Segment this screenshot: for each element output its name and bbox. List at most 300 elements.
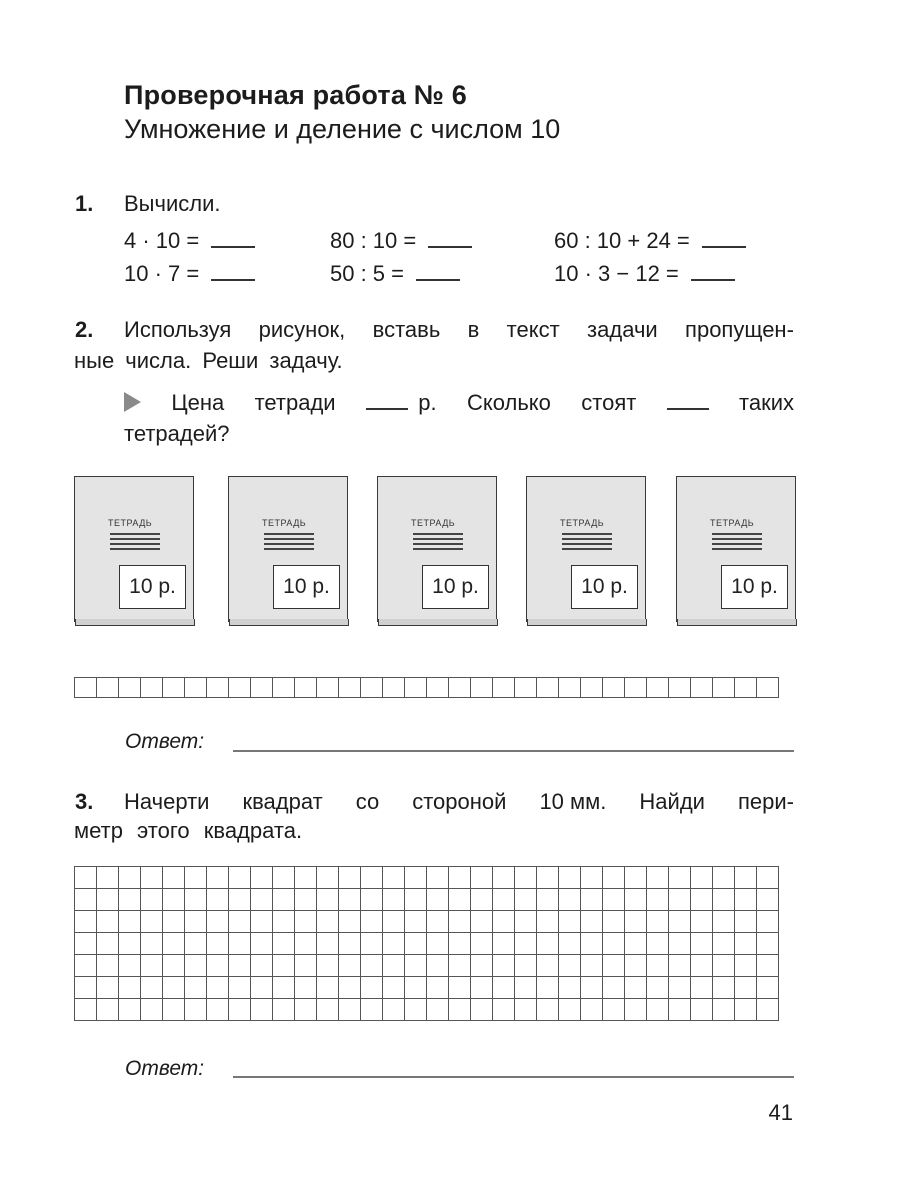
answer-blank[interactable] bbox=[428, 228, 472, 248]
grid-cell[interactable] bbox=[449, 999, 471, 1021]
grid-cell[interactable] bbox=[119, 678, 141, 698]
grid-cell[interactable] bbox=[295, 889, 317, 911]
page-title: Проверочная работа № 6 bbox=[124, 80, 467, 110]
grid-cell[interactable] bbox=[75, 867, 97, 889]
grid-cell[interactable] bbox=[317, 889, 339, 911]
grid-cell[interactable] bbox=[75, 999, 97, 1021]
grid-cell[interactable] bbox=[713, 867, 735, 889]
grid-cell[interactable] bbox=[735, 678, 757, 698]
grid-cell[interactable] bbox=[757, 977, 779, 999]
grid-cell[interactable] bbox=[493, 999, 515, 1021]
grid-cell[interactable] bbox=[251, 977, 273, 999]
grid-cell[interactable] bbox=[427, 889, 449, 911]
grid-cell[interactable] bbox=[713, 999, 735, 1021]
grid-cell[interactable] bbox=[339, 867, 361, 889]
grid-cell[interactable] bbox=[119, 977, 141, 999]
grid-cell[interactable] bbox=[669, 955, 691, 977]
grid-cell[interactable] bbox=[251, 933, 273, 955]
grid-cell[interactable] bbox=[559, 889, 581, 911]
grid-cell[interactable] bbox=[383, 889, 405, 911]
grid-cell[interactable] bbox=[229, 867, 251, 889]
grid-cell[interactable] bbox=[119, 955, 141, 977]
solution-cell-row[interactable] bbox=[74, 677, 779, 698]
grid-cell[interactable] bbox=[449, 955, 471, 977]
grid-cell[interactable] bbox=[361, 889, 383, 911]
answer-line[interactable] bbox=[233, 1076, 794, 1078]
grid-cell[interactable] bbox=[405, 911, 427, 933]
grid-cell[interactable] bbox=[97, 889, 119, 911]
grid-cell[interactable] bbox=[317, 911, 339, 933]
notebook-price-tag: 10 р. bbox=[422, 565, 489, 609]
answer-blank[interactable] bbox=[211, 261, 255, 281]
grid-cell[interactable] bbox=[141, 955, 163, 977]
grid-cell[interactable] bbox=[405, 867, 427, 889]
price-blank[interactable] bbox=[366, 390, 408, 410]
grid-cell[interactable] bbox=[471, 977, 493, 999]
notebook-illustration bbox=[377, 476, 497, 628]
grid-cell[interactable] bbox=[427, 911, 449, 933]
grid-cell[interactable] bbox=[339, 678, 361, 698]
grid-cell[interactable] bbox=[163, 911, 185, 933]
grid-cell[interactable] bbox=[559, 933, 581, 955]
grid-cell[interactable] bbox=[449, 911, 471, 933]
grid-cell[interactable] bbox=[207, 889, 229, 911]
grid-cell[interactable] bbox=[207, 867, 229, 889]
grid-cell[interactable] bbox=[427, 955, 449, 977]
grid-cell[interactable] bbox=[691, 977, 713, 999]
word: таких bbox=[739, 390, 794, 415]
grid-cell[interactable] bbox=[251, 889, 273, 911]
grid-cell[interactable] bbox=[273, 955, 295, 977]
grid-cell[interactable] bbox=[559, 999, 581, 1021]
task-2-text-line-2: ные числа. Реши задачу. bbox=[74, 348, 343, 373]
grid-cell[interactable] bbox=[229, 977, 251, 999]
grid-cell[interactable] bbox=[581, 867, 603, 889]
grid-cell[interactable] bbox=[691, 678, 713, 698]
grid-cell[interactable] bbox=[163, 889, 185, 911]
grid-cell[interactable] bbox=[581, 911, 603, 933]
grid-cell[interactable] bbox=[713, 977, 735, 999]
grid-cell[interactable] bbox=[163, 999, 185, 1021]
grid-cell[interactable] bbox=[295, 933, 317, 955]
grid-cell[interactable] bbox=[515, 999, 537, 1021]
grid-cell[interactable] bbox=[493, 889, 515, 911]
grid-cell[interactable] bbox=[647, 977, 669, 999]
notebook-line bbox=[712, 543, 762, 545]
answer-blank[interactable] bbox=[691, 261, 735, 281]
grid-cell[interactable] bbox=[603, 678, 625, 698]
answer-blank[interactable] bbox=[416, 261, 460, 281]
grid-cell[interactable] bbox=[207, 911, 229, 933]
grid-cell[interactable] bbox=[625, 977, 647, 999]
notebook-label: ТЕТРАДЬ bbox=[710, 518, 755, 528]
grid-cell[interactable] bbox=[339, 977, 361, 999]
grid-cell[interactable] bbox=[97, 933, 119, 955]
grid-cell[interactable] bbox=[625, 678, 647, 698]
grid-cell[interactable] bbox=[603, 867, 625, 889]
grid-cell[interactable] bbox=[229, 999, 251, 1021]
grid-cell[interactable] bbox=[295, 955, 317, 977]
grid-cell[interactable] bbox=[75, 911, 97, 933]
grid-cell[interactable] bbox=[537, 889, 559, 911]
grid-cell[interactable] bbox=[295, 678, 317, 698]
grid-cell[interactable] bbox=[493, 678, 515, 698]
grid-cell[interactable] bbox=[647, 889, 669, 911]
grid-cell[interactable] bbox=[471, 999, 493, 1021]
grid-cell[interactable] bbox=[405, 933, 427, 955]
grid-cell[interactable] bbox=[251, 911, 273, 933]
notebook-pages bbox=[229, 619, 349, 626]
notebook-line bbox=[110, 538, 160, 540]
grid-cell[interactable] bbox=[581, 977, 603, 999]
grid-cell[interactable] bbox=[405, 999, 427, 1021]
grid-cell[interactable] bbox=[405, 889, 427, 911]
grid-cell[interactable] bbox=[515, 933, 537, 955]
grid-cell[interactable] bbox=[251, 955, 273, 977]
grid-cell[interactable] bbox=[427, 977, 449, 999]
answer-blank[interactable] bbox=[702, 228, 746, 248]
grid-cell[interactable] bbox=[361, 955, 383, 977]
grid-cell[interactable] bbox=[427, 933, 449, 955]
notebook-line bbox=[264, 548, 314, 550]
grid-cell[interactable] bbox=[471, 678, 493, 698]
grid-cell[interactable] bbox=[537, 911, 559, 933]
grid-cell[interactable] bbox=[669, 678, 691, 698]
grid-cell[interactable] bbox=[97, 977, 119, 999]
grid-cell[interactable] bbox=[317, 999, 339, 1021]
grid-cell[interactable] bbox=[317, 977, 339, 999]
grid-cell[interactable] bbox=[757, 678, 779, 698]
grid-cell[interactable] bbox=[273, 889, 295, 911]
task-2-problem-line-1 bbox=[124, 390, 794, 416]
grid-cell[interactable] bbox=[295, 999, 317, 1021]
notebook-line bbox=[264, 538, 314, 540]
grid-cell[interactable] bbox=[735, 933, 757, 955]
grid-cell[interactable] bbox=[559, 867, 581, 889]
grid-cell[interactable] bbox=[339, 911, 361, 933]
task-3-text-line-1 bbox=[124, 789, 794, 815]
grid-cell[interactable] bbox=[251, 678, 273, 698]
grid-cell[interactable] bbox=[713, 678, 735, 698]
grid-cell[interactable] bbox=[317, 933, 339, 955]
grid-cell[interactable] bbox=[493, 911, 515, 933]
grid-cell[interactable] bbox=[669, 933, 691, 955]
grid-cell[interactable] bbox=[339, 889, 361, 911]
word: пропущен- bbox=[685, 317, 794, 342]
grid-cell[interactable] bbox=[735, 955, 757, 977]
grid-cell[interactable] bbox=[75, 933, 97, 955]
grid-cell[interactable] bbox=[75, 977, 97, 999]
expression-text: 4 · 10 = bbox=[124, 228, 200, 253]
grid-cell[interactable] bbox=[669, 911, 691, 933]
grid-cell[interactable] bbox=[515, 955, 537, 977]
grid-cell[interactable] bbox=[713, 955, 735, 977]
grid-cell[interactable] bbox=[449, 977, 471, 999]
grid-cell[interactable] bbox=[471, 955, 493, 977]
grid-cell[interactable] bbox=[383, 933, 405, 955]
grid-cell[interactable] bbox=[449, 678, 471, 698]
grid-cell[interactable] bbox=[757, 867, 779, 889]
grid-cell[interactable] bbox=[273, 933, 295, 955]
grid-cell[interactable] bbox=[581, 933, 603, 955]
grid-cell[interactable] bbox=[295, 911, 317, 933]
grid-cell[interactable] bbox=[185, 678, 207, 698]
notebook-illustration bbox=[526, 476, 646, 628]
grid-cell[interactable] bbox=[559, 678, 581, 698]
grid-cell[interactable] bbox=[185, 955, 207, 977]
grid-cell[interactable] bbox=[515, 977, 537, 999]
grid-cell[interactable] bbox=[735, 867, 757, 889]
grid-cell[interactable] bbox=[141, 911, 163, 933]
grid-cell[interactable] bbox=[537, 678, 559, 698]
grid-cell[interactable] bbox=[449, 867, 471, 889]
grid-cell[interactable] bbox=[603, 999, 625, 1021]
grid-cell[interactable] bbox=[735, 889, 757, 911]
grid-cell[interactable] bbox=[405, 977, 427, 999]
grid-cell[interactable] bbox=[471, 933, 493, 955]
grid-cell[interactable] bbox=[405, 678, 427, 698]
grid-cell[interactable] bbox=[757, 955, 779, 977]
grid-cell[interactable] bbox=[207, 999, 229, 1021]
expression-text: 60 : 10 + 24 = bbox=[554, 228, 690, 253]
grid-cell[interactable] bbox=[163, 977, 185, 999]
grid-cell[interactable] bbox=[669, 999, 691, 1021]
grid-cell[interactable] bbox=[97, 867, 119, 889]
grid-cell[interactable] bbox=[207, 678, 229, 698]
grid-cell[interactable] bbox=[735, 999, 757, 1021]
grid-cell[interactable] bbox=[625, 911, 647, 933]
grid-cell[interactable] bbox=[647, 955, 669, 977]
grid-cell[interactable] bbox=[493, 867, 515, 889]
grid-cell[interactable] bbox=[361, 933, 383, 955]
page-number: 41 bbox=[768, 1100, 793, 1125]
grid-cell[interactable] bbox=[625, 955, 647, 977]
grid-cell[interactable] bbox=[97, 911, 119, 933]
count-blank[interactable] bbox=[667, 390, 709, 410]
word: Найди bbox=[639, 789, 705, 814]
grid-cell[interactable] bbox=[559, 911, 581, 933]
expression-text: 10 · 7 = bbox=[124, 261, 200, 286]
grid-cell[interactable] bbox=[493, 933, 515, 955]
grid-cell[interactable] bbox=[515, 867, 537, 889]
grid-cell[interactable] bbox=[207, 933, 229, 955]
grid-cell[interactable] bbox=[625, 867, 647, 889]
grid-cell[interactable] bbox=[339, 999, 361, 1021]
grid-cell[interactable] bbox=[383, 911, 405, 933]
grid-cell[interactable] bbox=[119, 999, 141, 1021]
grid-cell[interactable] bbox=[317, 867, 339, 889]
grid-cell[interactable] bbox=[229, 889, 251, 911]
word: Используя bbox=[124, 317, 232, 342]
grid-cell[interactable] bbox=[603, 977, 625, 999]
word: вставь bbox=[372, 317, 441, 342]
grid-cell[interactable] bbox=[603, 933, 625, 955]
grid-cell[interactable] bbox=[383, 678, 405, 698]
grid-cell[interactable] bbox=[625, 999, 647, 1021]
grid-cell[interactable] bbox=[251, 867, 273, 889]
grid-cell[interactable] bbox=[361, 911, 383, 933]
grid-cell[interactable] bbox=[713, 889, 735, 911]
grid-cell[interactable] bbox=[735, 911, 757, 933]
grid-cell[interactable] bbox=[559, 955, 581, 977]
grid-cell[interactable] bbox=[141, 678, 163, 698]
grid-cell[interactable] bbox=[185, 867, 207, 889]
grid-cell[interactable] bbox=[207, 955, 229, 977]
grid-cell[interactable] bbox=[471, 911, 493, 933]
grid-cell[interactable] bbox=[163, 678, 185, 698]
grid-cell[interactable] bbox=[185, 999, 207, 1021]
grid-cell[interactable] bbox=[229, 911, 251, 933]
grid-cell[interactable] bbox=[647, 867, 669, 889]
notebook-price-tag: 10 р. bbox=[721, 565, 788, 609]
grid-cell[interactable] bbox=[141, 977, 163, 999]
grid-cell[interactable] bbox=[383, 955, 405, 977]
grid-cell[interactable] bbox=[317, 955, 339, 977]
grid-cell[interactable] bbox=[339, 933, 361, 955]
grid-cell[interactable] bbox=[515, 911, 537, 933]
grid-cell[interactable] bbox=[97, 955, 119, 977]
grid-cell[interactable] bbox=[119, 867, 141, 889]
grid-cell[interactable] bbox=[427, 867, 449, 889]
grid-cell[interactable] bbox=[691, 889, 713, 911]
grid-cell[interactable] bbox=[647, 911, 669, 933]
grid-cell[interactable] bbox=[141, 933, 163, 955]
grid-cell[interactable] bbox=[229, 933, 251, 955]
grid-cell[interactable] bbox=[515, 889, 537, 911]
grid-cell[interactable] bbox=[757, 889, 779, 911]
grid-cell[interactable] bbox=[581, 678, 603, 698]
grid-cell[interactable] bbox=[273, 911, 295, 933]
notebook-line bbox=[413, 548, 463, 550]
grid-cell[interactable] bbox=[75, 678, 97, 698]
grid-cell[interactable] bbox=[603, 955, 625, 977]
grid-cell[interactable] bbox=[163, 867, 185, 889]
grid-cell[interactable] bbox=[163, 933, 185, 955]
drawing-grid[interactable] bbox=[74, 866, 779, 1021]
grid-cell[interactable] bbox=[207, 977, 229, 999]
grid-cell[interactable] bbox=[647, 678, 669, 698]
grid-cell[interactable] bbox=[713, 933, 735, 955]
notebook-illustration bbox=[228, 476, 348, 628]
grid-cell[interactable] bbox=[383, 999, 405, 1021]
grid-cell[interactable] bbox=[603, 911, 625, 933]
grid-cell[interactable] bbox=[691, 911, 713, 933]
grid-cell[interactable] bbox=[625, 889, 647, 911]
grid-cell[interactable] bbox=[581, 889, 603, 911]
grid-cell[interactable] bbox=[735, 977, 757, 999]
grid-cell[interactable] bbox=[713, 911, 735, 933]
grid-cell[interactable] bbox=[691, 955, 713, 977]
grid-cell[interactable] bbox=[273, 977, 295, 999]
grid-cell[interactable] bbox=[625, 933, 647, 955]
grid-cell[interactable] bbox=[383, 867, 405, 889]
grid-cell[interactable] bbox=[449, 933, 471, 955]
grid-cell[interactable] bbox=[185, 933, 207, 955]
grid-cell[interactable] bbox=[119, 911, 141, 933]
grid-cell[interactable] bbox=[537, 977, 559, 999]
grid-cell[interactable] bbox=[515, 678, 537, 698]
grid-cell[interactable] bbox=[295, 977, 317, 999]
notebook-line bbox=[562, 548, 612, 550]
grid-cell[interactable] bbox=[339, 955, 361, 977]
grid-cell[interactable] bbox=[757, 933, 779, 955]
grid-cell[interactable] bbox=[471, 867, 493, 889]
grid-cell[interactable] bbox=[471, 889, 493, 911]
task-3-number: 3. bbox=[75, 789, 94, 814]
grid-cell[interactable] bbox=[361, 977, 383, 999]
grid-cell[interactable] bbox=[669, 977, 691, 999]
grid-cell[interactable] bbox=[691, 999, 713, 1021]
grid-cell[interactable] bbox=[691, 933, 713, 955]
grid-cell[interactable] bbox=[559, 977, 581, 999]
grid-cell[interactable] bbox=[757, 999, 779, 1021]
grid-cell[interactable] bbox=[141, 867, 163, 889]
grid-cell[interactable] bbox=[581, 999, 603, 1021]
grid-cell[interactable] bbox=[229, 955, 251, 977]
grid-cell[interactable] bbox=[669, 867, 691, 889]
answer-line[interactable] bbox=[233, 750, 794, 752]
grid-cell[interactable] bbox=[97, 678, 119, 698]
grid-cell[interactable] bbox=[229, 678, 251, 698]
grid-cell[interactable] bbox=[405, 955, 427, 977]
grid-cell[interactable] bbox=[647, 999, 669, 1021]
grid-cell[interactable] bbox=[141, 999, 163, 1021]
grid-cell[interactable] bbox=[691, 867, 713, 889]
grid-cell[interactable] bbox=[185, 911, 207, 933]
grid-cell[interactable] bbox=[537, 933, 559, 955]
grid-cell[interactable] bbox=[251, 999, 273, 1021]
grid-cell[interactable] bbox=[581, 955, 603, 977]
expression-text: 80 : 10 = bbox=[330, 228, 417, 253]
grid-cell[interactable] bbox=[427, 678, 449, 698]
grid-cell[interactable] bbox=[537, 955, 559, 977]
grid-cell[interactable] bbox=[273, 678, 295, 698]
grid-cell[interactable] bbox=[163, 955, 185, 977]
grid-cell[interactable] bbox=[75, 955, 97, 977]
grid-cell[interactable] bbox=[185, 889, 207, 911]
grid-cell[interactable] bbox=[75, 889, 97, 911]
expression-text: 10 · 3 − 12 = bbox=[554, 261, 679, 286]
grid-cell[interactable] bbox=[361, 999, 383, 1021]
grid-cell[interactable] bbox=[361, 678, 383, 698]
grid-cell[interactable] bbox=[141, 889, 163, 911]
grid-cell[interactable] bbox=[427, 999, 449, 1021]
grid-cell[interactable] bbox=[273, 867, 295, 889]
answer-blank[interactable] bbox=[211, 228, 255, 248]
grid-cell[interactable] bbox=[647, 933, 669, 955]
grid-cell[interactable] bbox=[757, 911, 779, 933]
grid-cell[interactable] bbox=[119, 889, 141, 911]
grid-cell[interactable] bbox=[97, 999, 119, 1021]
grid-cell[interactable] bbox=[295, 867, 317, 889]
grid-cell[interactable] bbox=[273, 999, 295, 1021]
grid-cell[interactable] bbox=[493, 955, 515, 977]
grid-cell[interactable] bbox=[537, 867, 559, 889]
notebook-illustration bbox=[74, 476, 194, 628]
grid-cell[interactable] bbox=[361, 867, 383, 889]
grid-cell[interactable] bbox=[669, 889, 691, 911]
grid-cell[interactable] bbox=[603, 889, 625, 911]
page-subtitle: Умножение и деление с числом 10 bbox=[124, 114, 561, 144]
grid-cell[interactable] bbox=[119, 933, 141, 955]
grid-cell[interactable] bbox=[493, 977, 515, 999]
grid-cell[interactable] bbox=[317, 678, 339, 698]
grid-cell[interactable] bbox=[185, 977, 207, 999]
grid-cell[interactable] bbox=[383, 977, 405, 999]
notebook-line bbox=[562, 543, 612, 545]
grid-cell[interactable] bbox=[449, 889, 471, 911]
grid-cell[interactable] bbox=[537, 999, 559, 1021]
